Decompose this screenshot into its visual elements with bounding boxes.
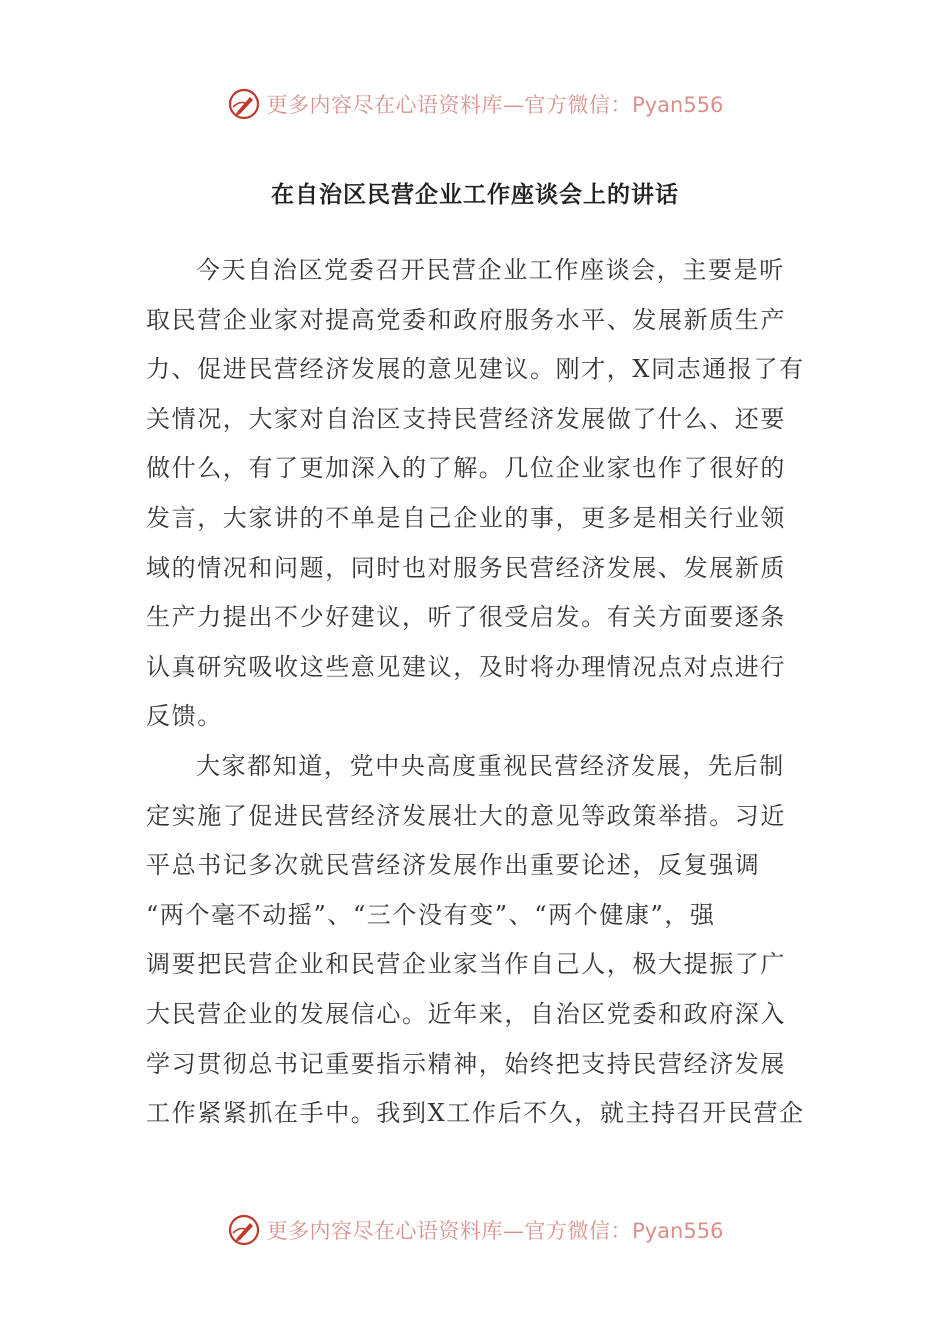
text-line: 取民营企业家对提高党委和政府服务水平、发展新质生产	[146, 305, 786, 334]
text-line: 学习贯彻总书记重要指示精神，始终把支持民营经济发展	[146, 1049, 786, 1078]
text-line: 认真研究吸收这些意见建议，及时将办理情况点对点进行	[146, 652, 786, 681]
text-line: 域的情况和问题，同时也对服务民营经济发展、发展新质	[146, 553, 786, 582]
text-line: 反馈。	[146, 702, 223, 731]
banner-text: 更多内容尽在心语资料库—官方微信：Pyan556	[266, 93, 724, 117]
text-line: 大家都知道，党中央高度重视民营经济发展，先后制	[196, 751, 785, 780]
paragraph	[146, 246, 806, 742]
banner-text: 更多内容尽在心语资料库—官方微信：Pyan556	[266, 1219, 724, 1243]
text-line: 大民营企业的发展信心。近年来，自治区党委和政府深入	[146, 999, 786, 1028]
pen-logo-icon	[227, 87, 261, 121]
footer-banner	[0, 1208, 950, 1252]
text-line: 调要把民营企业和民营企业家当作自己人，极大提振了广	[146, 950, 786, 979]
text-line: “两个毫不动摇”、“三个没有变”、“两个健康”，强	[146, 900, 716, 929]
text-line: 发言，大家讲的不单是自己企业的事，更多是相关行业领	[146, 503, 786, 532]
text-line: 生产力提出不少好建议，听了很受启发。有关方面要逐条	[146, 603, 786, 632]
text-line: 定实施了促进民营经济发展壮大的意见等政策举措。习近	[146, 801, 786, 830]
document-body	[146, 246, 806, 1139]
pen-logo-icon	[227, 1213, 261, 1247]
text-line: 平总书记多次就民营经济发展作出重要论述，反复强调	[146, 851, 761, 880]
wechat-id: Pyan556	[632, 93, 724, 117]
text-line: 力、促进民营经济发展的意见建议。刚才，X同志通报了有	[146, 355, 805, 384]
text-line: 工作紧紧抓在手中。我到X工作后不久，就主持召开民营企	[146, 1099, 805, 1128]
document-title: 在自治区民营企业工作座谈会上的讲话	[271, 182, 679, 208]
text-line: 关情况，大家对自治区支持民营经济发展做了什么、还要	[146, 404, 786, 433]
header-banner	[0, 82, 950, 126]
text-line: 今天自治区党委召开民营企业工作座谈会，主要是听	[196, 256, 785, 284]
paragraph	[146, 742, 806, 1139]
wechat-id: Pyan556	[632, 1219, 724, 1243]
text-line: 做什么，有了更加深入的了解。几位企业家也作了很好的	[146, 454, 786, 483]
